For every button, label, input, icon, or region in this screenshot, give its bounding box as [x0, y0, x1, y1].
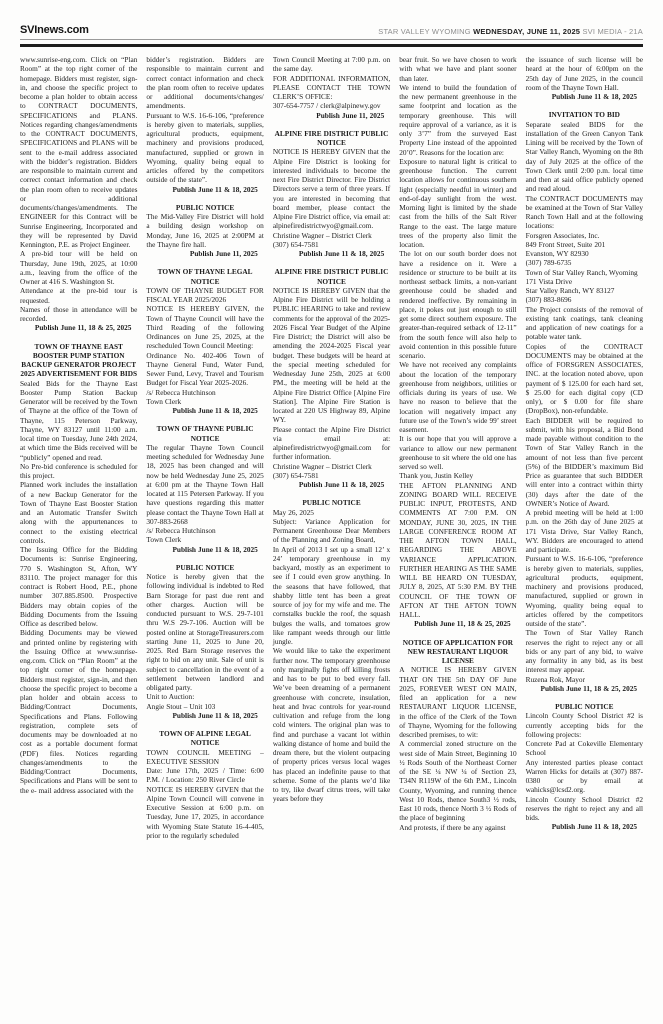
notice-paragraph: We would like to take the experiment further now. The temporary greenhouse only marginally fights off killing frosts and has to be put to bed every fall. We’ve been dreaming of a permanent greenhouse with concrete, insulation, heat and hvac controls for year-round cultivation and refuge from the long cold winters. The original plan was to find and purchase a vacant lot within walking distance of home and build the dream there, but the violent outpacing of property prices versus local wages has placed an indefinite pause to that scheme. Some of the plants we’d like to try, like dwarf citrus trees, will take years before they	[272, 646, 391, 804]
notice-paragraph: NOTICE IS HEREBY GIVEN that the Alpine Fire District is looking for interested individuals to become the next Fire District Director. Fire District Directors serve a term of three years. If you are interested in becoming that board member, please contact the Alpine Fire District office, via email at: alpinefiredistrictwyo@gmail.com.	[272, 147, 391, 231]
notice-column-3	[273, 55, 390, 840]
notice-paragraph: A pre-bid tour will be held on Thursday, June 19th, 2025, at 10:00 a.m., leaving from the office of the Owner at 416 S. Washington St.	[20, 249, 138, 286]
notice-columns	[20, 55, 643, 840]
notice-column-5	[526, 55, 643, 840]
notice-paragraph: THE AFTON PLANNING AND ZONING BOARD WILL RECEIVE PUBLIC INPUT, PROTESTS, AND COMMENTS AT 7:00 P.M. ON MONDAY, JUNE 30, 2025, IN THE LARGE CONFERENCE ROOM AT THE AFTON TOWN HALL, REGARDING THE ABOVE VARIANCE APPLICATION. FURTHER HEARING AS THE SAME WILL BE HEARD ON TUESDAY, JULY 8, 2025, AT 5:30 P.M. BY THE COUNCIL OF THE TOWN OF AFTON AT THE AFTON TOWN HALL.	[399, 480, 517, 619]
publish-line: Publish June 11 & 18, 2025	[551, 92, 638, 101]
issue-line	[378, 27, 643, 36]
notice-column-4	[399, 55, 516, 840]
notice-paragraph: Names of those in attendance will be recorded.	[20, 304, 138, 323]
notice-heading: TOWN OF ALPINE LEGAL NOTICE	[159, 729, 251, 748]
notice-paragraph: A prebid meeting will be held at 1:00 p.m. on the 26th day of June 2025 at 171 Vista Drive, Star Valley Ranch, WY. Bidders are encouraged to attend and participate.	[525, 508, 644, 554]
notice-paragraph: Exposure to natural light is critical to greenhouse function. The current location allows for continuous southern light (especially needful in winter) and end-of-day sunlight from the west. Morning light is limited by the shade cast from the hills of the Salt River Range to the east. The large mature trees of the property also limit the location.	[399, 156, 517, 249]
notice-heading: ALPINE FIRE DISTRICT PUBLIC NOTICE	[274, 267, 389, 286]
notice-heading: TOWN OF THAYNE EAST BOOSTER PUMP STATION BACKUP GENERATOR PROJECT 2025 ADVERTISEMENT FOR BIDS	[20, 341, 138, 379]
notice-paragraph: The Mid-Valley Fire District will hold a building design workshop on Monday, June 16, 2025 at 2:00PM at the Thayne fire hall.	[146, 212, 264, 249]
notice-paragraph: Planned work includes the installation of a new Backup Generator for the Town of Thayne East Booster Station and an Automatic Transfer Switch along with the appurtenances to connect to the existing electrical controls.	[20, 480, 138, 545]
notice-paragraph: (307) 654-7581	[272, 239, 319, 249]
notice-paragraph: Pursuant to W.S. 16-6-106, “preference is hereby given to materials, supplies, agricultural products, equipment, machinery and provisions produced, manufactured, supplied or grown in Wyoming, quality being equal to articles offered by the competitors outside of the state”.	[146, 110, 264, 185]
notice-heading: ALPINE FIRE DISTRICT PUBLIC NOTICE	[274, 128, 389, 147]
notice-paragraph: The CONTRACT DOCUMENTS may be examined at the Town of Star Valley Ranch Town Hall and at the following locations:	[525, 193, 644, 231]
notice-heading: NOTICE OF APPLICATION FOR NEW RESTAURANT LIQUOR LICENSE	[402, 637, 514, 665]
notice-paragraph: It is our hope that you will approve a variance to allow our new permanent greenhouse to sit where the old one has served so well.	[399, 434, 517, 471]
publish-line: Publish June 11 & 18, 2025	[172, 710, 258, 720]
notice-paragraph: May 26, 2025	[272, 507, 314, 517]
notice-paragraph: Lincoln County School District #2 is currently accepting bids for the following projects:	[525, 711, 644, 739]
publish-line: Publish June 11, 2025	[189, 249, 258, 258]
issue-date: WEDNESDAY, JUNE 11, 2025	[473, 27, 581, 36]
notice-paragraph: (307) 654-7581	[272, 470, 319, 480]
notice-paragraph: Please contact the Alpine Fire District via email at: alpinefiredistrictwyo@gmail.com for further information.	[272, 424, 391, 462]
notice-paragraph: 171 Vista Drive	[525, 276, 573, 286]
notice-paragraph: Town Clerk	[146, 396, 182, 406]
notice-paragraph: Unit to Auction:	[146, 692, 195, 702]
notice-paragraph: Thank you, Justin Kelley	[399, 471, 474, 481]
publish-line: Publish June 11, 18 & 25, 2025	[34, 323, 132, 333]
notice-heading: PUBLIC NOTICE	[175, 562, 235, 572]
notice-paragraph: (307) 883-8696	[525, 295, 572, 305]
notice-paragraph: Forsgren Associates, Inc.	[525, 230, 600, 240]
notice-paragraph: No Pre-bid conference is scheduled for this project.	[20, 461, 138, 480]
notice-paragraph: Star Valley Ranch, WY 83127	[525, 286, 615, 295]
notice-paragraph: Angie Stout – Unit 103	[146, 701, 216, 711]
notice-paragraph: TOWN COUNCIL MEETING – EXECUTIVE SESSION	[146, 747, 264, 766]
notice-paragraph: Any interested parties please contact Warren Hicks for details at (307) 887-0380 or by email at wahicks@lcsd2.org.	[525, 757, 644, 795]
notice-paragraph: We intend to build the foundation of the new permanent greenhouse in the same footprint and location as the temporary greenhouse. This will require approval of a variance, as it is only 3’7” from the surveyed East Property Line instead of the appointed 20’0”. Reasons for the location are:	[399, 82, 517, 157]
issue-region: STAR VALLEY WYOMING	[378, 27, 474, 36]
notice-heading: PUBLIC NOTICE	[175, 202, 235, 212]
notice-paragraph: (307) 789-6735	[525, 258, 572, 268]
notice-paragraph: Pursuant to W.S. 16-6-106, “preference is hereby given to materials, supplies, agricultural products, equipment, machinery and provisions produced, manufactured, supplied or grown in Wyoming, quality being equal to articles offered by the competitors outside of the state”.	[525, 554, 644, 628]
notice-paragraph: Ordinance No. 402-406 Town of Thayne General Fund, Water Fund, Sewer Fund, Levy, Travel and Tourism Budget for Fiscal Year 2025-2026.	[146, 350, 264, 388]
notice-paragraph: A commercial zoned structure on the west side of Main Street, Beginning 10 ½ Rods South of the Northeast Corner of the SE ¼ NW ¼ of Section 23, T34N R119W of the 6th P.M., Lincoln County, Wyoming, and running thence West 10 Rods, thence South3 ½ rods, East 10 rods, thence North 3 ½ Rods of the place of beginning	[399, 739, 517, 823]
notice-paragraph: Town of Star Valley Ranch, Wyoming	[525, 267, 638, 277]
notice-paragraph: The lot on our south border does not have a residence on it. Were a residence or structure to be built at its northeast setback limits, a non-variant greenhouse could be shaded and rendered ineffective. By remaining in place, it pokes out just enough to still get some direct southern exposure. The greater-than-required setback of 12-11” from the south fence will also help to avoid contention in this possible future scenario.	[399, 249, 517, 360]
notice-paragraph: Subject: Variance Application for Permanent Greenhouse Dear Members of the Planning and Zoning Board,	[272, 516, 391, 545]
notice-paragraph: Christine Wagner – District Clerk	[272, 461, 372, 471]
publish-line: Publish June 11, 18 & 25, 2025	[540, 683, 638, 693]
notice-paragraph: Ruzena Rok, Mayor	[525, 674, 585, 684]
notice-paragraph: The Project consists of the removal of existing tank coatings, tank cleaning and application of new coatings for a potable water tank.	[525, 304, 644, 342]
notice-paragraph: NOTICE IS HEREBY GIVEN that the Alpine Fire District will be holding a PUBLIC HEARING to take and review comments for the approval of the 2025-2026 Fiscal Year Budget of the Alpine Fire District; the District will also be amending the 2024-2025 Fiscal year budget. These budgets will be heard at the special meeting scheduled for Wednesday June 25th, 2025 at 6:00 PM., the meeting will be held at the Alpine Fire District Office [Alpine Fire Station]. The Alpine Fire Station is located at 220 US Highway 89, Alpine WY.	[272, 285, 391, 425]
notice-paragraph: Lincoln County School District #2 reserves the right to reject any and all bids.	[525, 794, 644, 822]
notice-heading: INVITATION TO BID	[548, 110, 620, 120]
notice-paragraph: Town Council Meeting at 7:00 p.m. on the same day.	[272, 55, 391, 74]
publish-line: Publish June 11 & 18, 2025	[298, 249, 385, 258]
notice-paragraph: Separate sealed BIDS for the installation of the Green Canyon Tank Lining will be received by the Town of Star Valley Ranch, Wyoming on the 8th day of July 2025 at the office of the Town Clerk until 2:00 p.m. local time and then at said office publicly opened and read aloud.	[525, 119, 644, 194]
notice-paragraph: Copies of the CONTRACT DOCUMENTS may be obtained at the office of FORSGREN ASSOCIATES, INC. at the location noted above, upon payment of $ 125.00 for each hard set, $ 25.00 for each digital copy (CD only), or $ 0.00 for file share (DropBox), non-refundable.	[525, 341, 644, 416]
notice-paragraph: TOWN OF THAYNE BUDGET FOR FISCAL YEAR 2025/2026	[146, 285, 264, 304]
notice-paragraph: The Town of Star Valley Ranch reserves the right to reject any or all bids or any part of any bid, to waive any formality in any bid, as its best interest may appear.	[525, 628, 644, 675]
publish-line: Publish June 11 & 18, 2025	[298, 480, 385, 489]
notice-column-1	[20, 55, 137, 840]
site-name: SVInews.com	[20, 24, 89, 36]
notice-paragraph: bear fruit. So we have chosen to work with what we have and plant sooner than later.	[399, 55, 517, 83]
notice-paragraph: the issuance of such license will be heard at the hour of 6:00pm on the 25th day of June 2025, in the council room of the Thayne Town Hall.	[525, 55, 644, 92]
notice-paragraph: Town Clerk	[146, 535, 182, 545]
notice-paragraph: And protests, if there be any against	[399, 822, 506, 832]
notice-column-2	[146, 55, 263, 840]
masthead-rule	[20, 44, 643, 47]
publish-line: Publish June 11 & 18, 2025	[172, 406, 258, 415]
notice-paragraph: The regular Thayne Town Council meeting scheduled for Wednesday June 18, 2025 has been changed and will now be held Wednesday June 25, 2025 at 6:00 pm at the Thayne Town Hall located at 115 Petersen Parkway. If you have questions regarding this matter please contact the Thayne Town Hall at 307-883-2668	[146, 442, 264, 526]
notice-heading: TOWN OF THAYNE LEGAL NOTICE	[157, 267, 253, 286]
notice-paragraph: In April of 2013 I set up a small 12’ x 24’ temporary greenhouse in my backyard, mostly as an experiment to see if I could even grow anything. In the seasons that have followed, that shabby little tent has been a great source of joy for my wife and me. The cornstalks buckle the roof, the squash bulges the walls, and tomatoes grow like rampant weeds through our little jungle.	[272, 544, 391, 646]
publish-line: Publish June 11, 2025	[316, 110, 385, 120]
notice-paragraph: Attendance at the pre-bid tour is requested.	[20, 286, 138, 305]
notice-paragraph: NOTICE IS HEREBY GIVEN, the Town of Thayne Council will have the Third Reading of the following Ordinances on June 25, 2025, at the rescheduled Town Council Meeting:	[146, 304, 264, 351]
publish-line: Publish June 11, 18 & 25, 2025	[414, 619, 511, 629]
issue-edition: SVI MEDIA - 21A	[580, 27, 643, 36]
notice-heading: TOWN OF THAYNE PUBLIC NOTICE	[156, 424, 254, 443]
notice-paragraph: We have not received any complaints about the location of the temporary greenhouse from neighbors, utilities or officials during its years of use. We have no reason to believe that the location will negatively impact any future use of the Town’s wide 99’ street easement.	[399, 360, 517, 434]
notice-paragraph: Each BIDDER will be required to submit, with his proposal, a Bid Bond made payable without condition to the Town of Star Valley Ranch in the amount of not less than five percent (5%) of the BIDDER’s maximum Bid Price as guarantee that such BIDDER will enter into a contract within thirty (30) days after the date of the OWNER’s Notice of Award.	[525, 415, 644, 508]
notice-paragraph: Date: June 17th, 2025 / Time: 6:00 P.M. / Location: 250 River Circle	[146, 766, 264, 785]
notice-paragraph: FOR ADDITIONAL INFORMATION, PLEASE CONTACT THE TOWN CLERK’S OFFICE:	[272, 73, 391, 101]
notice-heading: PUBLIC NOTICE	[555, 702, 614, 711]
notice-paragraph: /s/ Rebecca Hutchinson	[146, 526, 216, 535]
notice-paragraph: Christine Wagner – District Clerk	[272, 230, 372, 240]
notice-paragraph: 849 Front Street, Suite 201	[525, 239, 606, 249]
notice-paragraph: Concrete Pad at Cokeville Elementary School	[525, 739, 644, 758]
publish-line: Publish June 11 & 18, 2025	[172, 544, 258, 554]
notice-paragraph: The Issuing Office for the Bidding Documents is: Sunrise Engineering, 770 S. Washington St, Afton, WY 83110. The project manager for this contract is Robert Hood, P.E., phone number 307.885.8500. Prospective Bidders may obtain copies of the Bidding Documents from the Issuing Office as described below.	[20, 545, 138, 628]
publish-line: Publish June 11 & 18, 2025	[551, 822, 638, 832]
notice-paragraph: /s/ Rebecca Hutchinson	[146, 387, 216, 397]
notice-paragraph: Bidding Documents may be viewed and printed online by registering with the Issuing Office at www.sunrise-eng.com. Click on “Plan Room” at the top right corner of the homepage. Bidders must register, sign-in, and then choose the specific project to become a plan holder and obtain access to Bidding/Contract Documents, Specifications and Plans. Following registration, complete sets of documents may be downloaded at no cost as a portable document format (PDF) files. Notices regarding changes/amendments to the Bidding/Contract Documents, Specifications and Plans will be sent to the e- mail address associated with the	[20, 628, 138, 795]
masthead	[20, 24, 643, 40]
notice-paragraph: A NOTICE IS HEREBY GIVEN THAT ON THE 5th DAY OF June 2025, FOREVER WEST ON MAIN, filed an application for a new RESTAURANT LIQUOR LICENSE, in the office of the Clerk of the Town of Thayne, Wyoming for the following described premises, to wit:	[399, 665, 517, 739]
notice-paragraph: NOTICE IS HEREBY GIVEN that the Alpine Town Council will convene in Executive Session at 6:00 p.m. on Tuesday, June 17, 2025, in accordance with Wyoming State Statute 16-4-405, prior to the regularly scheduled	[146, 784, 264, 840]
notice-paragraph: www.sunrise-eng.com. Click on “Plan Room” at the top right corner of the homepage. Bidders must register, sign-in, and choose the specific project to become a plan holder to obtain access to CONTRACT DOCUMENTS, SPECIFICATIONS and PLANS. Notices regarding changes/amendments to the CONTRACT DOCUMENTS, SPECIFICATIONS and PLANS will be sent to the e-mail address associated with the bidder’s registration. Bidders are responsible to maintain current and correct contact information and check the plan room often to receive updates or additional documents/changes/amendments. The ENGINEER for this Contract will be Sunrise Engineering, Incorporated and they will be represented by David Kennington, P.E. as Project Engineer.	[20, 55, 138, 249]
notice-paragraph: Evanston, WY 82930	[525, 249, 589, 258]
notice-paragraph: 307-654-7757 / clerk@alpinewy.gov	[272, 101, 381, 111]
publish-line: Publish June 11 & 18, 2025	[172, 184, 258, 194]
notice-heading: PUBLIC NOTICE	[302, 498, 361, 508]
notice-paragraph: Notice is hereby given that the following individual is indebted to Red Barn Storage for past due rent and other charges. Auction will be conducted pursuant to W.S. 29-7-101 thru W.S 29-7-106. Auction will be posted online at StorageTreasurers.com starting June 11, 2025 to June 20, 2025. Red Barn Storage reserves the right to bid on any unit. Sale of unit is subject to cancellation in the event of a settlement between landlord and obligated party.	[146, 572, 264, 692]
notice-paragraph: Sealed Bids for the Thayne East Booster Pump Station Backup Generator will be received by the Town of Thayne at the office of the Town of Thayne, 115 Peterson Parkway, Thayne, WY 83127 until 11:00 a.m. local time on Tuesday, June 24th 2024, at which time the Bids received will be “publicly” opened and read.	[20, 378, 138, 462]
notice-paragraph: bidder’s registration. Bidders are responsible to maintain current and correct contact information and check the plan room often to receive updates or additional documents/changes/ amendments.	[146, 55, 264, 111]
